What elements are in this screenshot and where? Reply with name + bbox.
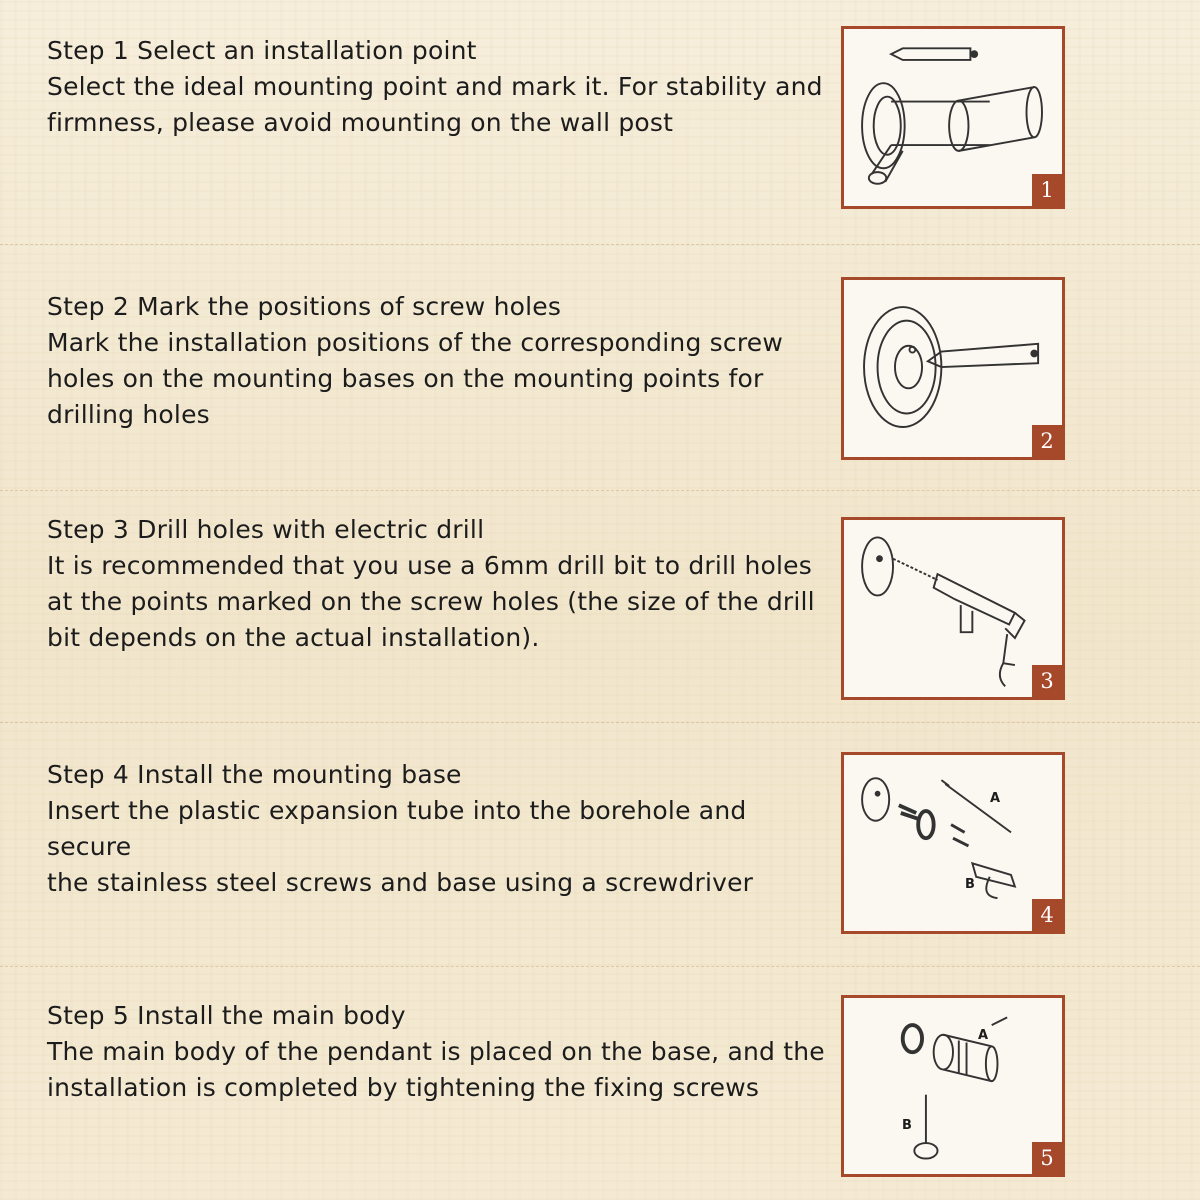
step-3-line-3: bit depends on the actual installation). <box>47 623 540 652</box>
step-4-line-1: Insert the plastic expansion tube into the borehole and secure <box>47 796 747 861</box>
step-2-text <box>47 289 827 433</box>
divider <box>0 244 1200 245</box>
step-2-illustration-frame <box>841 277 1065 460</box>
step-2-line-1: Mark the installation positions of the corresponding screw <box>47 328 783 357</box>
step-4-title: Step 4 Install the mounting base <box>47 760 462 789</box>
step-5-line-2: installation is completed by tightening the fixing screws <box>47 1073 760 1102</box>
step-5-illustration-frame <box>841 995 1065 1177</box>
step-1-text <box>47 33 827 141</box>
divider <box>0 722 1200 723</box>
assembled-main-body-icon <box>844 998 1062 1174</box>
step-3-line-1: It is recommended that you use a 6mm drill bit to drill holes <box>47 551 812 580</box>
step-3-text <box>47 512 827 656</box>
step-4-text <box>47 757 827 901</box>
step-3-line-2: at the points marked on the screw holes (the size of the drill <box>47 587 815 616</box>
step-1-title: Step 1 Select an installation point <box>47 36 477 65</box>
step-1-illustration-frame <box>841 26 1065 209</box>
pencil-marking-wall-icon <box>844 29 1062 206</box>
divider <box>0 966 1200 967</box>
exploded-mounting-base-icon <box>844 755 1062 931</box>
step-2-line-3: drilling holes <box>47 400 210 429</box>
label-a: A <box>978 1028 989 1043</box>
step-3-badge: 3 <box>1032 665 1062 697</box>
step-2-title: Step 2 Mark the positions of screw holes <box>47 292 562 321</box>
step-5-badge: 5 <box>1032 1142 1062 1174</box>
step-4-badge: 4 <box>1032 899 1062 931</box>
step-2-line-2: holes on the mounting bases on the mounting points for <box>47 364 764 393</box>
step-5-text <box>47 998 827 1106</box>
step-1-line-1: Select the ideal mounting point and mark it. For stability and <box>47 72 823 101</box>
step-4-line-2: the stainless steel screws and base using a screwdriver <box>47 868 754 897</box>
step-2-badge: 2 <box>1032 425 1062 457</box>
step-3-title: Step 3 Drill holes with electric drill <box>47 515 485 544</box>
step-1-badge: 1 <box>1032 174 1062 206</box>
step-5-line-1: The main body of the pendant is placed on the base, and the <box>47 1037 825 1066</box>
electric-drill-icon <box>844 520 1062 697</box>
step-3-illustration-frame <box>841 517 1065 700</box>
step-5-title: Step 5 Install the main body <box>47 1001 406 1030</box>
pencil-marking-base-icon <box>844 280 1062 457</box>
label-b: B <box>965 877 975 892</box>
divider <box>0 490 1200 491</box>
label-a: A <box>990 791 1001 806</box>
step-4-illustration-frame <box>841 752 1065 934</box>
step-1-line-2: firmness, please avoid mounting on the wall post <box>47 108 674 137</box>
label-b: B <box>902 1118 912 1133</box>
